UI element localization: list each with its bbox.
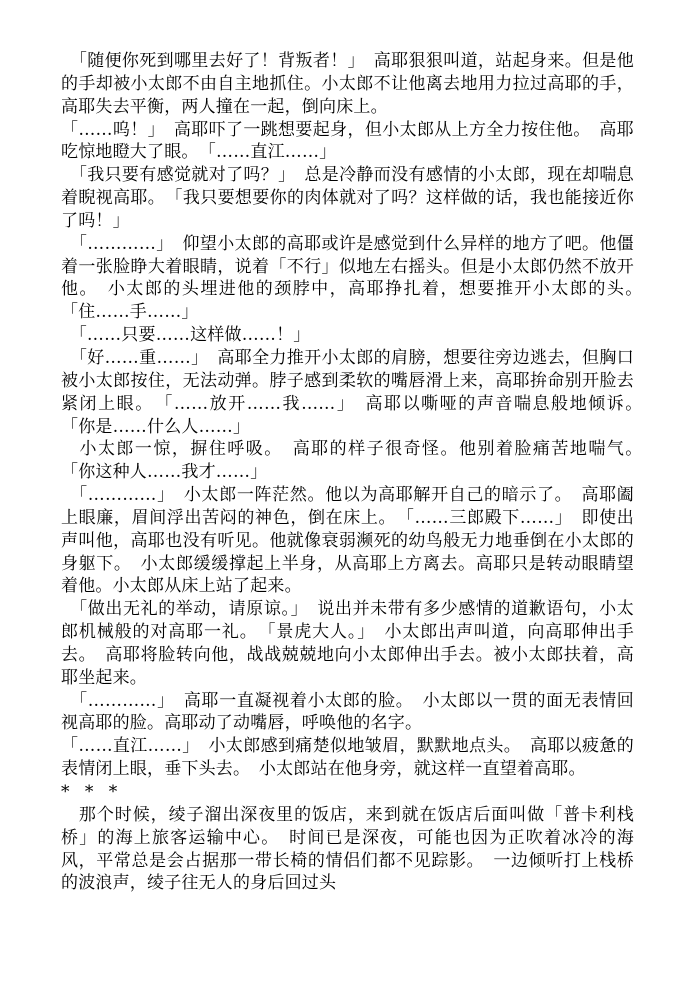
paragraph: 「……只要……这样做……！」 <box>61 325 311 346</box>
paragraph: 小太郎一惊，摒住呼吸。 高耶的样子很奇怪。他别着脸痛苦地喘气。 「你这种人……我才……」 <box>61 439 652 483</box>
paragraph: 「好……重……」 高耶全力推开小太郎的肩膀，想要往旁边逃去，但胸口被小太郎按住，无法动弹。脖子感到柔软的嘴唇滑上来，高耶拚命别开脸去紧闭上眼。 「……放开……我……」 高耶以嘶哑的声音喘息般地倾诉。 「你是……什么人……」 <box>61 347 652 437</box>
paragraph: 「……直江……」 小太郎感到痛楚似地皱眉，默默地点头。 高耶以疲惫的表情闭上眼，垂下头去。 小太郎站在他身旁，就这样一直望着高耶。 <box>61 736 634 780</box>
paragraph: 「随便你死到哪里去好了！背叛者！」 高耶狠狠叫道，站起身来。但是他的手却被小太郎不由自主地抓住。小太郎不让他离去地用力拉过高耶的手，高耶失去平衡，两人撞在一起，倒向床上。 <box>61 51 634 117</box>
paragraph: 「……呜！」 高耶吓了一跳想要起身，但小太郎从上方全力按住他。 高耶吃惊地瞪大了眼。 「……直江……」 <box>61 119 634 163</box>
paragraph: 「…………」 小太郎一阵茫然。他以为高耶解开自己的暗示了。 高耶阖上眼廉，眉间浮出苦闷的神色，倒在床上。 「……三郎殿下……」 即使出声叫他，高耶也没有听见。他就像衰弱濒死的幼鸟般无力地垂倒在小太郎的身躯下。 小太郎缓缓撑起上半身，从高耶上方离去。高耶只是转动眼睛望着他。小太郎从床上站了起来。 <box>61 485 634 597</box>
paragraph: 「我只要有感觉就对了吗？」 总是冷静而没有感情的小太郎，现在却喘息着睨视高耶。 「我只要想要你的肉体就对了吗？这样做的话，我也能接近你了吗！」 <box>61 165 634 231</box>
paragraph: 那个时候，绫子溜出深夜里的饭店，来到就在饭店后面叫做「普卡利栈桥」的海上旅客运输中心。 时间已是深夜，可能也因为正吹着冰冷的海风，平常总是会占据那一带长椅的情侣们都不见踪影。 一边倾听打上栈桥的波浪声，绫子往无人的身后回过头 <box>61 804 634 894</box>
body-text <box>61 50 652 895</box>
paragraph: 「做出无礼的举动，请原谅。」 说出并未带有多少感情的道歉语句，小太郎机械般的对高耶一礼。 「景虎大人。」 小太郎出声叫道，向高耶伸出手去。 高耶将脸转向他，战战兢兢地向小太郎伸出手去。被小太郎扶着，高耶坐起来。 <box>61 599 634 688</box>
section-separator: * * * <box>61 782 123 802</box>
paragraph: 「…………」 高耶一直凝视着小太郎的脸。 小太郎以一贯的面无表情回视高耶的脸。高耶动了动嘴唇，呼唤他的名字。 <box>61 690 634 734</box>
paragraph: 「…………」 仰望小太郎的高耶或许是感觉到什么异样的地方了吧。他僵着一张脸睁大着眼睛，说着「不行」似地左右摇头。但是小太郎仍然不放开他。 小太郎的头埋进他的颈脖中，高耶挣扎着，想要推开小太郎的头。 「住……手……」 <box>61 233 652 323</box>
